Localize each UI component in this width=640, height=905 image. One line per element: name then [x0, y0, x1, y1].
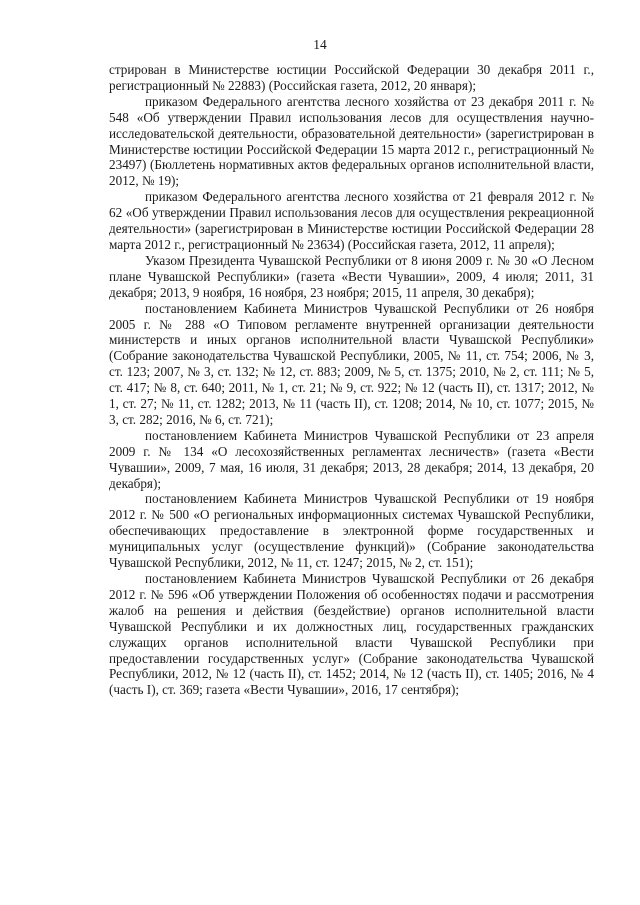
- page-number: 14: [313, 37, 327, 52]
- paragraph-resolution-500: постановлением Кабинета Министров Чувашской Республики от 19 ноября 2012 г. № 500 «О региональных информационных системах Чувашской Республики, обеспечивающих предоставление в электронной форме государственных и муниципальных услуг (осуществление функций)» (Собрание законодательства Чувашской Республики, 2012, № 11, ст. 1247; 2015, № 2, ст. 151);: [109, 491, 594, 571]
- document-body: [109, 62, 594, 698]
- paragraph-resolution-596: постановлением Кабинета Министров Чувашской Республики от 26 декабря 2012 г. № 596 «Об утверждении Положения об особенностях подачи и рассмотрения жалоб на решения и действия (бездействие) органов исполнительной власти Чувашской Республики и их должностных лиц, государственных гражданских служащих органов исполнительной власти Чувашской Республики при предоставлении государственных услуг» (Собрание законодательства Чувашской Республики, 2012, № 12 (часть II), ст. 1452; 2014, № 12 (часть II), ст. 1405; 2016, № 4 (часть I), ст. 369; газета «Вести Чувашии», 2016, 17 сентября);: [109, 571, 594, 698]
- paragraph-order-548: приказом Федерального агентства лесного хозяйства от 23 декабря 2011 г. № 548 «Об утверждении Правил использования лесов для осуществления научно-исследовательской деятельности, образовательной деятельности» (зарегистрирован в Министерстве юстиции Российской Федерации 15 марта 2012 г., регистрационный № 23497) (Бюллетень нормативных актов федеральных органов исполнительной власти, 2012, № 19);: [109, 93, 594, 189]
- paragraph-resolution-288: постановлением Кабинета Министров Чувашской Республики от 26 ноября 2005 г. № 288 «О Типовом регламенте внутренней организации деятельности министерств и иных органов исполнительной власти Чувашской Республики» (Собрание законодательства Чувашской Республики, 2005, № 11, ст. 754; 2006, № 3, ст. 123; 2007, № 3, ст. 132; № 12, ст. 883; 2009, № 5, ст. 1375; 2010, № 2, ст. 111; № 5, ст. 417; № 8, ст. 640; 2011, № 1, ст. 21; № 9, ст. 922; № 12 (часть II), ст. 1317; 2012, № 1, ст. 27; № 11, ст. 1282; 2013, № 11 (часть II), ст. 1208; 2014, № 10, ст. 1077; 2015, № 3, ст. 282; 2016, № 6, ст. 721);: [109, 300, 594, 427]
- paragraph-decree-30: Указом Президента Чувашской Республики от 8 июня 2009 г. № 30 «О Лесном плане Чувашской Республики» (газета «Вести Чувашии», 2009, 4 июля; 2011, 31 декабря; 2013, 9 ноября, 16 ноября, 23 ноября; 2015, 11 апреля, 30 декабря);: [109, 252, 594, 300]
- paragraph-continuation: стрирован в Министерстве юстиции Российской Федерации 30 декабря 2011 г., регистрационный № 22883) (Российская газета, 2012, 20 января);: [109, 62, 594, 93]
- paragraph-order-62: приказом Федерального агентства лесного хозяйства от 21 февраля 2012 г. № 62 «Об утверждении Правил использования лесов для осуществления рекреационной деятельности» (зарегистрирован в Министерстве юстиции Российской Федерации 28 марта 2012 г., регистрационный № 23634) (Российская газета, 2012, 11 апреля);: [109, 189, 594, 252]
- paragraph-resolution-134: постановлением Кабинета Министров Чувашской Республики от 23 апреля 2009 г. № 134 «О лесохозяйственных регламентах лесничеств» (газета «Вести Чувашии», 2009, 7 мая, 16 июля, 31 декабря; 2013, 28 декабря; 2014, 13 декабря, 20 декабря);: [109, 427, 594, 491]
